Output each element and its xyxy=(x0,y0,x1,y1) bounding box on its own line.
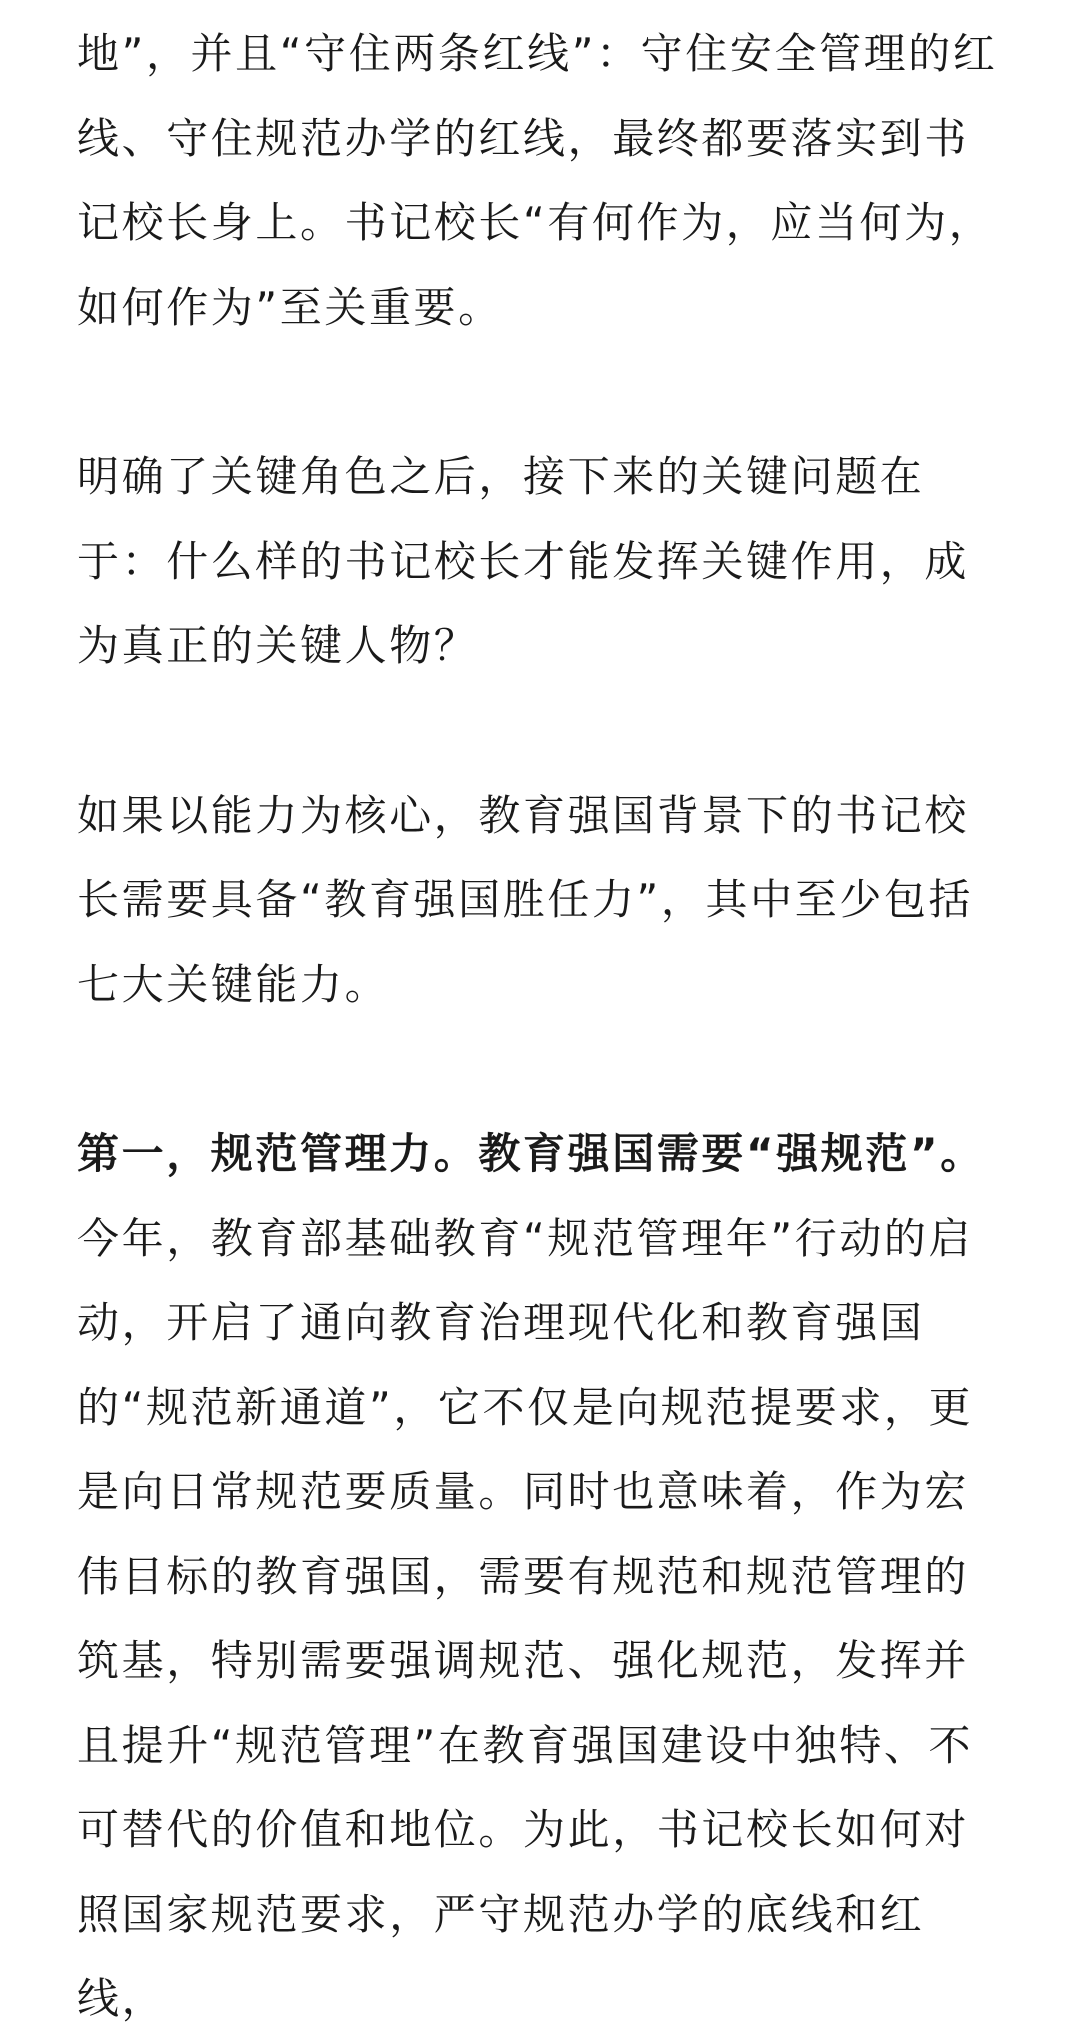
section-body: 今年，教育部基础教育“规范管理年”行动的启动，开启了通向教育治理现代化和教育强国的“规范新通道”，它不仅是向规范提要求，更是向日常规范要质量。同时也意味着，作为宏伟目标的教育强国，需要有规范和规范管理的筑基，特别需要强调规范、强化规范，发挥并且提升“规范管理”在教育强国建设中独特、不可替代的价值和地位。为此，书记校长如何对照国家规范要求，严守规范办学的底线和红线， xyxy=(77,1213,974,2023)
paragraph-seven-abilities: 如果以能力为核心，教育强国背景下的书记校长需要具备“教育强国胜任力”，其中至少包括七大关键能力。 xyxy=(77,790,974,1009)
section-heading: 第一，规范管理力。教育强国需要“强规范”。 xyxy=(77,1129,985,1178)
section-standard-management xyxy=(77,1112,1007,2042)
article-body xyxy=(77,12,1007,2042)
paragraph-red-lines: 地”，并且“守住两条红线”：守住安全管理的红线、守住规范办学的红线，最终都要落实到书记校长身上。书记校长“有何作为，应当何为，如何作为”至关重要。 xyxy=(77,29,998,332)
paragraph-key-question: 明确了关键角色之后，接下来的关键问题在于：什么样的书记校长才能发挥关键作用，成为真正的关键人物？ xyxy=(77,452,970,670)
